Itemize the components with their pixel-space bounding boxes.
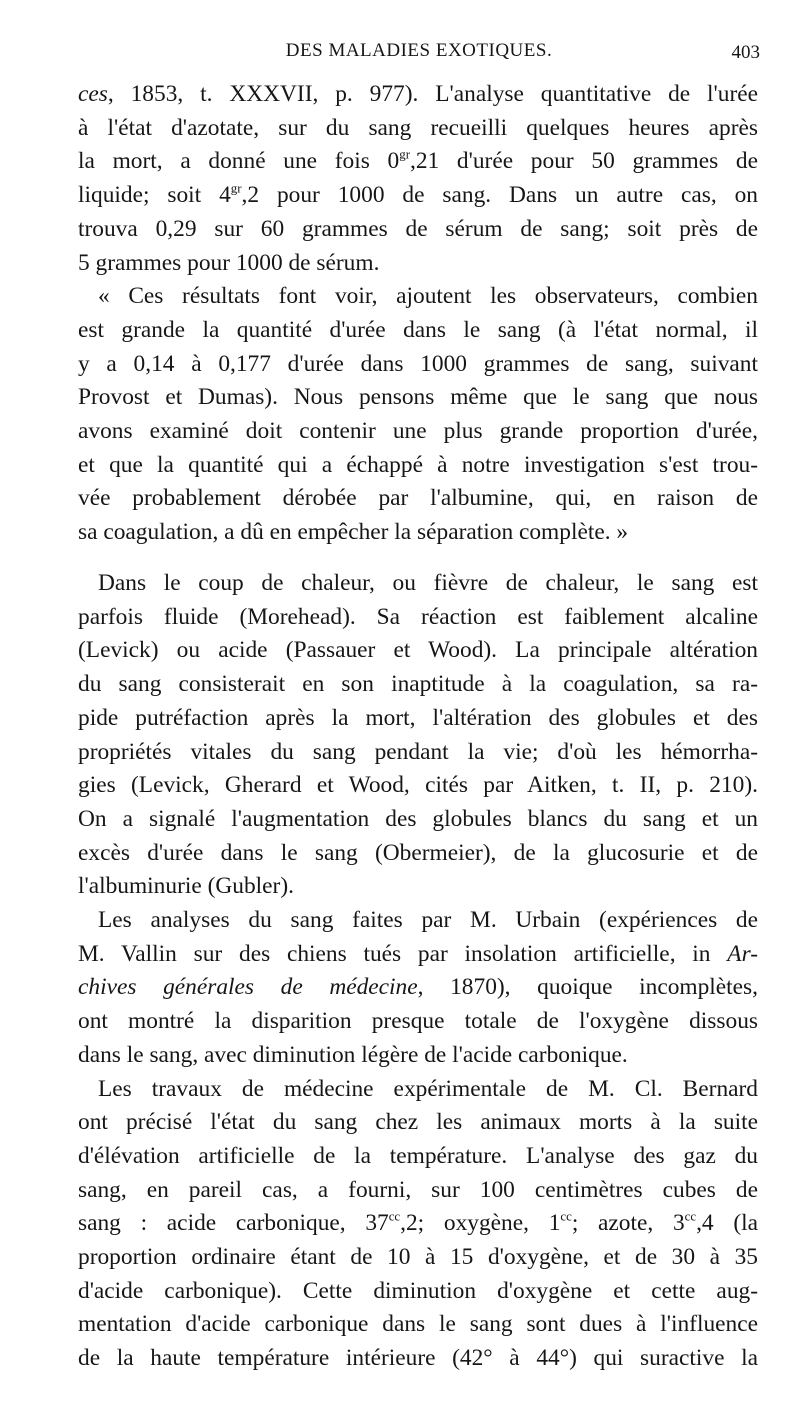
text-line: ces, 1853, t. XXXVII, p. 977). L'analyse quantitative de l'urée [78,81,758,107]
paragraph-quotation [78,280,758,550]
text-line: Dans le coup de chaleur, ou fièvre de chaleur, le sang est [98,570,758,596]
text-line: l'albuminurie (Gubler). [78,873,294,900]
running-head [78,40,760,70]
text-line: Provost et Dumas). Nous pensons même que le sang que nous [78,384,758,411]
text-line: sa coagulation, a dû en empêcher la séparation complète. » [78,519,629,546]
text-line: On a signalé l'augmentation des globules blancs du sang et un [78,805,758,832]
running-head-title: DES MALADIES EXOTIQUES. [285,40,553,61]
text-line: ont précisé l'état du sang chez les animaux morts à la suite [78,1109,758,1136]
paragraph-analysis-continued [78,78,758,280]
text-line: « Ces résultats font voir, ajoutent les observateurs, combien [98,283,758,310]
text-line: pide putréfaction après la mort, l'altération des globules et des [78,704,758,731]
text-line: y a 0,14 à 0,177 d'urée dans 1000 grammes de sang, suivant [78,350,758,377]
text-line: mentation d'acide carbonique dans le sang sont dues à l'influence [78,1311,758,1338]
text-line: M. Vallin sur des chiens tués par insolation artificielle, in Ar- [78,940,758,967]
text-line: Les analyses du sang faites par M. Urbain (expériences de [98,907,758,934]
text-line: ont montré la disparition presque totale de l'oxygène dissous [78,1008,758,1035]
text-line: d'acide carbonique). Cette diminution d'oxygène et cette aug- [78,1277,758,1304]
text-line: la mort, a donné une fois $0^{gr},21$ d'urée pour 50 grammes de [78,147,759,175]
text-line: à l'état d'azotate, sur du sang recueilli quelques heures après [78,114,758,141]
text-line: parfois fluide (Morehead). Sa réaction est faiblement alcaline [78,603,758,630]
text-line: gies (Levick, Gherard et Wood, cités par Aitken, t. II, p. 210). [78,772,758,799]
paragraph-analyses-urbain [78,904,758,1073]
text-line: avons examiné doit contenir une plus grande proportion d'urée, [78,418,758,445]
text-line: de la haute température intérieure (42° à 44°) qui suractive la [78,1345,758,1372]
text-line: proportion ordinaire étant de 10 à 15 d'oxygène, et de 30 à 35 [78,1244,758,1271]
text-line: excès d'urée dans le sang (Obermeier), de la glucosurie et de [78,839,758,866]
paragraph-travaux-bernard [78,1073,758,1376]
text-line: Les travaux de médecine expérimentale de M. Cl. Bernard [98,1075,758,1102]
text-line: chives générales de médecine, 1870), quoique incomplètes, [78,974,758,1001]
text-line: du sang consisterait en son inaptitude à la coagulation, sa ra- [78,671,758,698]
text-line: et que la quantité qui a échappé à notre investigation s'est trou- [78,451,758,478]
text-block-bottom [78,567,758,1376]
page-number: 403 [731,42,760,63]
paragraph-coup-de-chaleur [78,567,758,904]
text-line: d'élévation artificielle de la température. L'analyse des gaz du [78,1142,758,1169]
text-line: est grande la quantité d'urée dans le sang (à l'état normal, il [78,316,758,343]
text-line: 5 grammes pour 1000 de sérum. [78,249,380,276]
text-line: (Levick) ou acide (Passauer et Wood). La principale altération [78,637,758,664]
text-line: liquide; soit $4^{gr},2$ pour 1000 de sang. Dans un autre cas, on [78,181,758,209]
text-line: dans le sang, avec diminution légère de l'acide carbonique. [78,1041,628,1068]
text-line: vée probablement dérobée par l'albumine, qui, en raison de [78,485,758,512]
text-line: sang : acide carbonique, $37^{cc},2$; oxygène, $1^{cc}$; azote, $3^{cc},4$ (la [78,1209,758,1237]
text-line: trouva 0,29 sur 60 grammes de sérum de sang; soit près de [78,215,758,242]
text-block-top [78,78,758,550]
text-line: sang, en pareil cas, a fourni, sur 100 centimètres cubes de [78,1176,758,1203]
text-line: propriétés vitales du sang pendant la vie; d'où les hémorrha- [78,738,758,765]
